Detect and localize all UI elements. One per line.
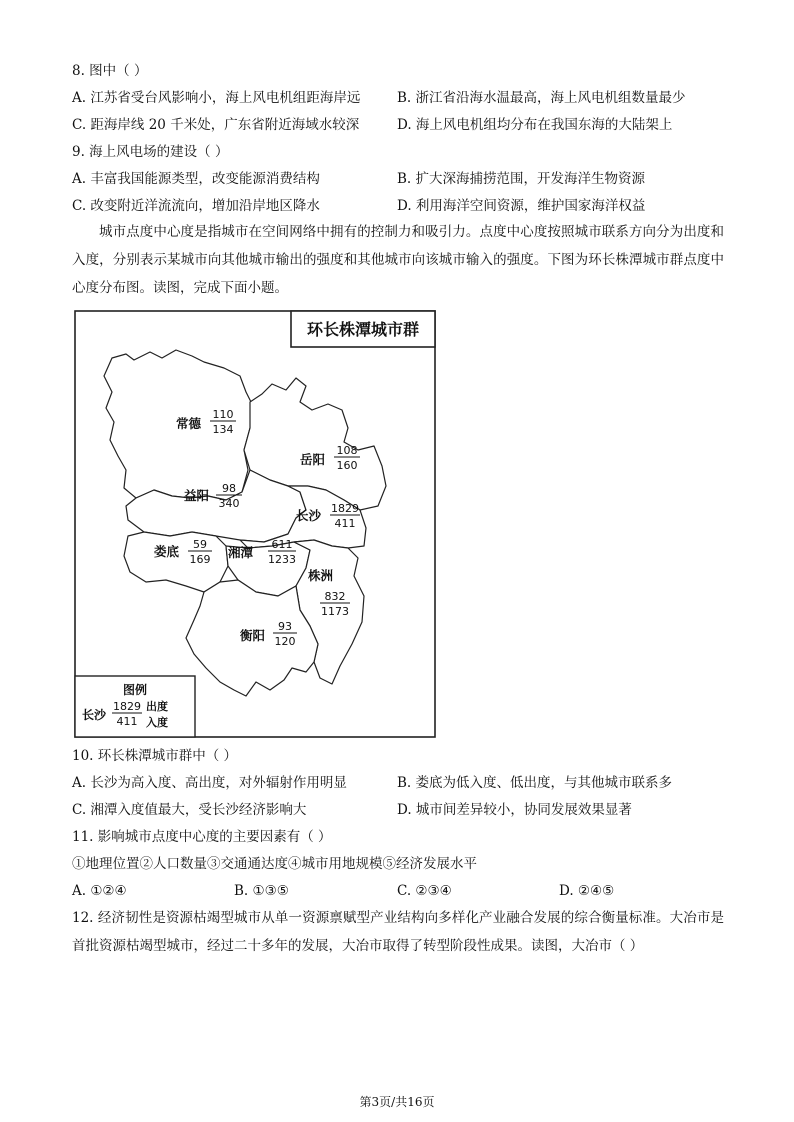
city-name-loudi: 娄底 [154, 544, 180, 559]
city-name-zhuzhou: 株洲 [308, 568, 334, 583]
q8-stem: 8. 图中（ ） [72, 63, 148, 79]
city-out-hengyang: 93 [278, 620, 292, 633]
q8-option-d: D. 海上风电机组均分布在我国东海的大陆架上 [397, 117, 673, 133]
q11-option-d: D. ②④⑤ [559, 883, 615, 899]
city-in-hengyang: 120 [274, 635, 296, 648]
q10-option-b: B. 娄底为低入度、低出度，与其他城市联系多 [397, 775, 673, 791]
city-name-changde: 常德 [176, 416, 202, 431]
q10-option-c: C. 湘潭入度值最大，受长沙经济影响大 [72, 802, 307, 818]
legend-title: 图例 [122, 683, 148, 697]
map-title: 环长株潭城市群 [306, 320, 420, 339]
map-svg [74, 310, 436, 738]
q8-option-a: A. 江苏省受台风影响小，海上风电机组距海岸远 [72, 90, 361, 106]
city-in-loudi: 169 [189, 553, 211, 566]
legend-in-label: 入度 [146, 716, 168, 729]
city-in-yiyang: 340 [218, 497, 240, 510]
q12-text: 12. 经济韧性是资源枯竭型城市从单一资源禀赋型产业结构向多样化产业融合发展的综合衡量标准。大冶市是首批资源枯竭型城市，经过二十多年的发展，大冶市取得了转型阶段性成果。读图，大冶市（ ） [72, 910, 724, 954]
city-out-loudi: 59 [193, 538, 207, 551]
city-out-changsha: 1829 [331, 502, 359, 515]
q10-option-d: D. 城市间差异较小，协同发展效果显著 [397, 802, 632, 818]
city-in-zhuzhou: 1173 [321, 605, 349, 618]
legend-in-value: 411 [116, 715, 138, 728]
legend-out-value: 1829 [113, 700, 141, 713]
city-out-zhuzhou: 832 [324, 590, 346, 603]
q11-option-c: C. ②③④ [397, 883, 452, 899]
q11-factors: ①地理位置②人口数量③交通通达度④城市用地规模⑤经济发展水平 [72, 856, 477, 872]
legend-out-label: 出度 [146, 700, 168, 713]
page-footer: 第3页/共16页 [359, 1095, 435, 1109]
q9-stem: 9. 海上风电场的建设（ ） [72, 144, 229, 160]
city-cluster-map [74, 310, 436, 738]
city-out-xiangtan: 611 [271, 538, 293, 551]
q9-option-d: D. 利用海洋空间资源，维护国家海洋权益 [397, 198, 646, 214]
city-in-changde: 134 [212, 423, 234, 436]
city-name-hengyang: 衡阳 [240, 628, 266, 643]
city-name-changsha: 长沙 [296, 508, 322, 523]
city-out-changde: 110 [212, 408, 234, 421]
intro-paragraph: 城市点度中心度是指城市在空间网络中拥有的控制力和吸引力。点度中心度按照城市联系方向分为出度和入度，分别表示某城市向其他城市输出的强度和其他城市向该城市输入的强度。下图为环长株潭城市群点度中心度分布图。读图，完成下面小题。 [72, 224, 724, 296]
city-in-yueyang: 160 [336, 459, 358, 472]
q11-stem: 11. 影响城市点度中心度的主要因素有（ ） [72, 829, 332, 845]
legend-city-name: 长沙 [82, 708, 107, 722]
q8-option-b: B. 浙江省沿海水温最高，海上风电机组数量最少 [397, 90, 686, 106]
q10-stem: 10. 环长株潭城市群中（ ） [72, 748, 238, 764]
city-name-yueyang: 岳阳 [300, 452, 326, 467]
city-out-yiyang: 98 [222, 482, 236, 495]
city-name-yiyang: 益阳 [184, 488, 210, 503]
city-in-changsha: 411 [334, 517, 356, 530]
q9-option-a: A. 丰富我国能源类型，改变能源消费结构 [72, 171, 320, 187]
q9-option-c: C. 改变附近洋流流向，增加沿岸地区降水 [72, 198, 320, 214]
city-in-xiangtan: 1233 [268, 553, 296, 566]
q8-option-c: C. 距海岸线 20 千米处，广东省附近海域水较深 [72, 117, 360, 133]
q10-option-a: A. 长沙为高入度、高出度，对外辐射作用明显 [72, 775, 347, 791]
city-out-yueyang: 108 [336, 444, 358, 457]
city-name-xiangtan: 湘潭 [228, 545, 254, 560]
q11-option-b: B. ①③⑤ [234, 883, 289, 899]
q9-option-b: B. 扩大深海捕捞范围，开发海洋生物资源 [397, 171, 646, 187]
q11-option-a: A. ①②④ [72, 883, 127, 899]
